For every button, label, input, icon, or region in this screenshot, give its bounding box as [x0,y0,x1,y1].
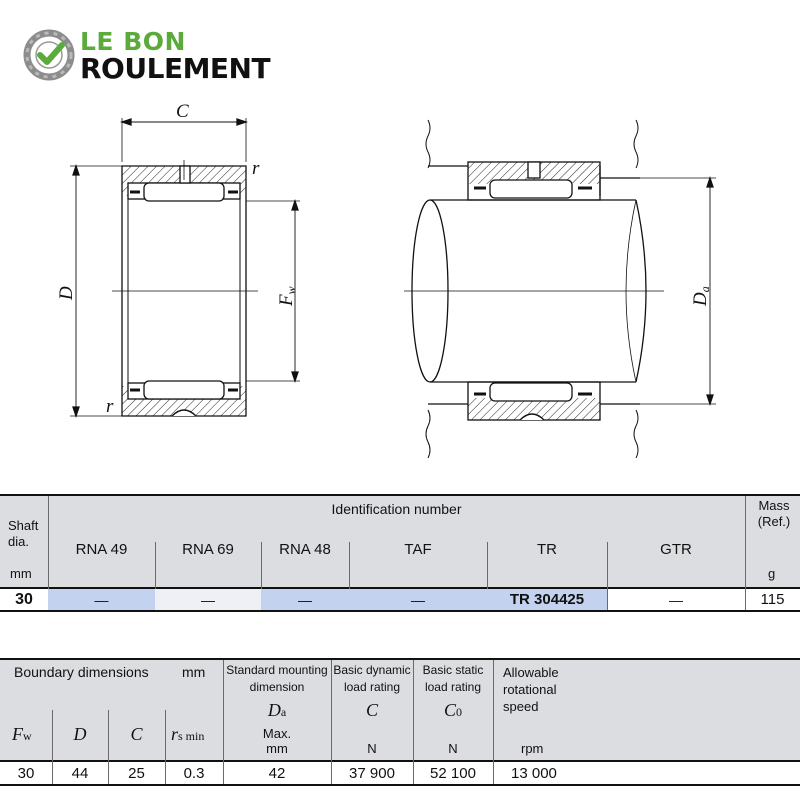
series-header-rna49: RNA 49 [75,540,128,558]
label-Da: Da [690,286,712,306]
mass-label: Mass (Ref.) [757,498,791,529]
mounting-header: Standard mounting dimension [226,663,328,694]
col-divider [493,660,494,784]
boundary-unit: mm [182,664,206,680]
table-rule-bottom [0,784,800,786]
cell-mass: 115 [760,591,785,608]
cell-rna48: — [298,591,312,608]
table-rule-top [0,658,800,660]
mounting-unit: mm [266,741,288,756]
symbol-c: C [130,724,143,744]
row-shaft: 30 [15,590,33,608]
symbol-fw: Fw [12,724,32,744]
cell-rna49: — [94,591,109,608]
boundary-header: Boundary dimensions [14,664,149,680]
symbol-r: rs min [171,724,205,744]
series-header-rna48: RNA 48 [279,540,331,558]
cell-rna69: — [201,591,215,608]
label-Fw: Fw [276,286,298,306]
dynamic-rating-symbol: C [365,700,378,720]
brand-logo [22,26,302,86]
mass-unit: g [768,566,776,581]
dynamic-rating-header: Basic dynamic load rating [333,663,411,694]
label-D: D [56,286,77,300]
identification-table [0,494,800,612]
static-rating-symbol: C0 [443,700,462,720]
static-rating-header: Basic static load rating [422,663,484,694]
bearing-drawing [0,95,800,475]
mounted-view [404,120,716,458]
cell-r: 0.3 [183,764,205,782]
cell-taf: — [411,591,425,608]
shaft-label: Shaft dia. [8,518,39,549]
mounting-max: Max. [262,726,292,741]
cell-c-dynamic: 37 900 [349,764,395,782]
series-header-taf: TAF [404,540,432,558]
cell-gtr: — [669,591,683,608]
brand-line1: LE BON [80,27,186,56]
cell-fw: 30 [17,764,35,782]
cell-c: 25 [128,764,145,782]
table-rule-bottom [0,610,800,612]
cell-tr: TR 304425 [509,591,585,608]
dynamic-rating-unit: N [367,741,377,756]
series-header-tr: TR [537,540,557,558]
cell-c-static: 52 100 [430,764,476,782]
identification-header: Identification number [331,501,462,517]
speed-unit: rpm [521,741,544,756]
series-header-rna69: RNA 69 [182,540,234,558]
static-rating-unit: N [448,741,458,756]
cell-speed: 13 000 [511,765,557,782]
bearing-check-icon [22,28,76,82]
cell-da: 42 [268,764,286,782]
label-r-bottom: r [106,396,114,417]
speed-header: Allowable rotational speed [503,665,559,714]
cell-d: 44 [71,764,89,782]
series-header-gtr: GTR [660,540,692,558]
mounting-symbol: Da [267,700,287,720]
bearing-section-view [70,118,300,416]
dimensions-table [0,658,800,786]
symbol-d: D [73,724,87,744]
label-r-top: r [252,158,260,179]
table-rule-top [0,494,800,496]
label-C: C [176,101,189,122]
brand-line2: ROULEMENT [80,52,271,85]
shaft-unit: mm [10,566,32,581]
